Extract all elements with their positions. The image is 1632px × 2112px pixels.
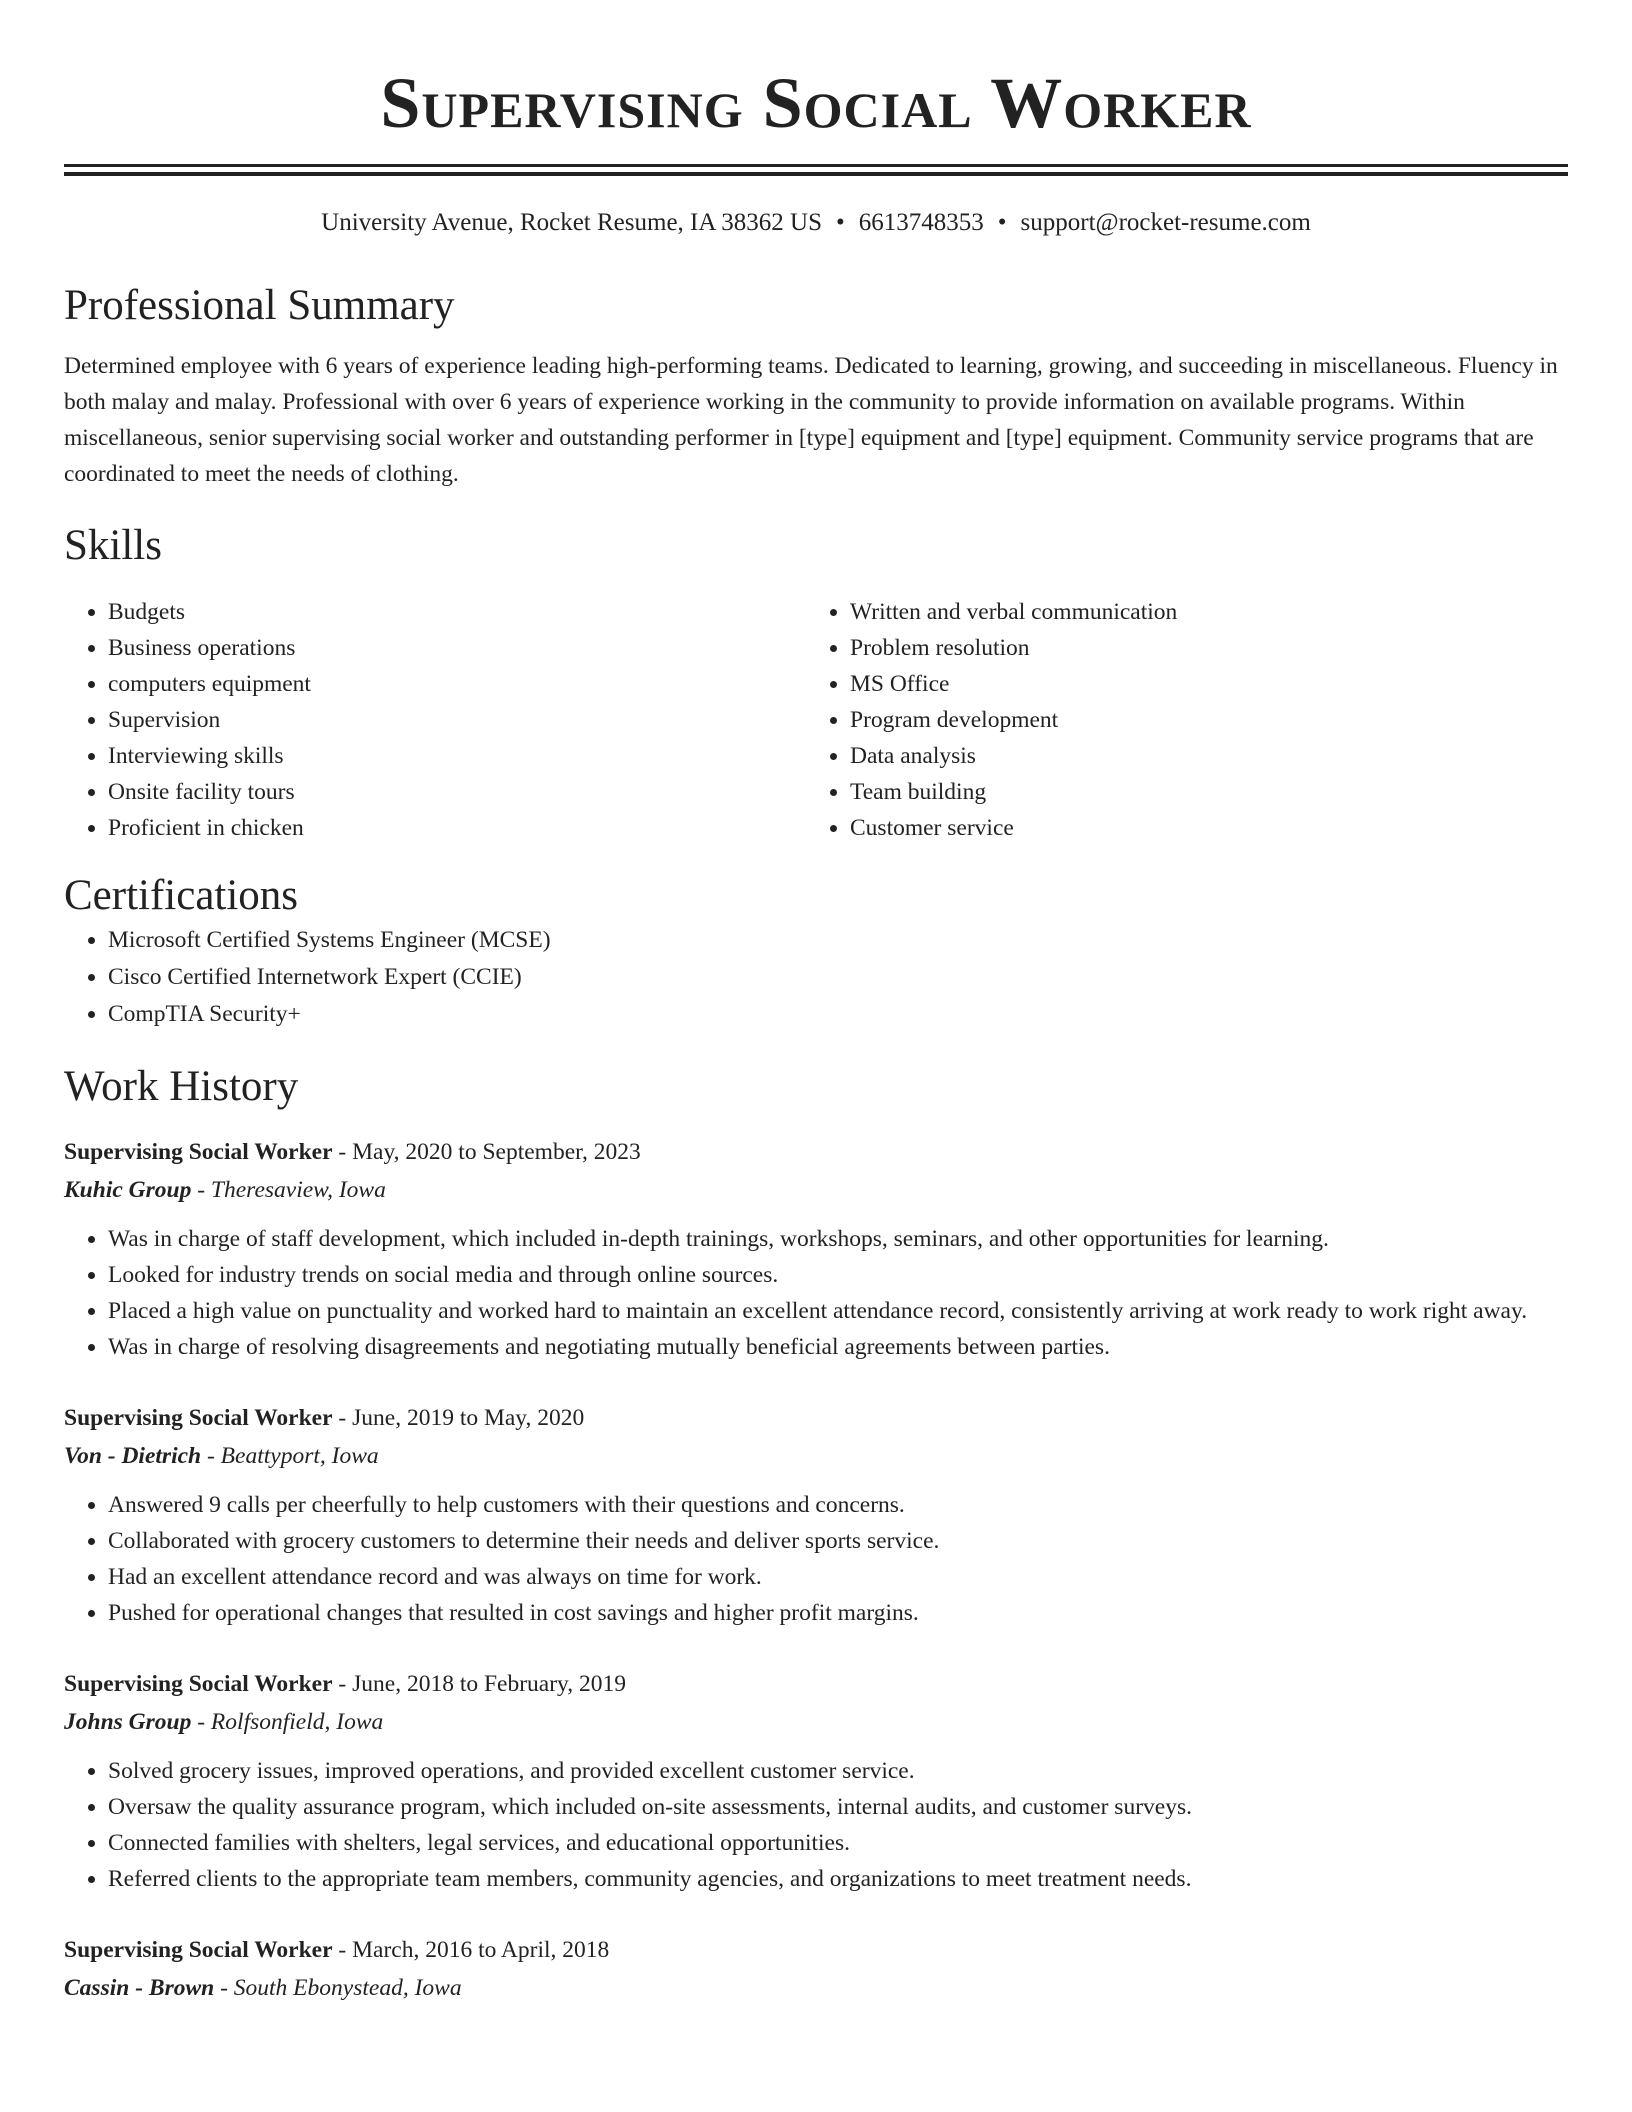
work-history-heading: Work History — [64, 1063, 299, 1110]
job-bullet: • Had an excellent attendance record and was always on time for work. — [108, 1559, 1568, 1595]
job-bullets — [64, 1221, 1568, 1365]
skill-item: • computers equipment — [108, 666, 806, 702]
job-title: Supervising Social Worker — [64, 1405, 333, 1431]
contact-separator: • — [997, 209, 1007, 236]
job-location: - Beattyport, Iowa — [201, 1443, 379, 1469]
contact-separator: • — [836, 209, 845, 236]
job-bullet: • Placed a high value on punctuality and worked hard to maintain an excellent attendance record, consistently arriving at work ready to work right away. — [108, 1293, 1568, 1329]
job-entry — [64, 1665, 1568, 1897]
skill-item: • Proficient in chicken — [108, 810, 806, 846]
job-location: - South Ebonystead, Iowa — [214, 1975, 462, 2001]
job-company-line — [64, 1969, 1568, 2007]
skills-list-left — [64, 594, 806, 846]
job-company-line — [64, 1703, 1568, 1741]
job-dates: - May, 2020 to September, 2023 — [332, 1139, 641, 1165]
job-bullet: • Solved grocery issues, improved operations, and provided excellent customer service. — [108, 1753, 1568, 1789]
skill-item: • Program development — [850, 702, 1548, 738]
skill-item: • Problem resolution — [850, 630, 1548, 666]
resume-name: Supervising Social Worker — [380, 63, 1252, 143]
job-bullet: • Connected families with shelters, legal services, and educational opportunities. — [108, 1825, 1568, 1861]
contact-line — [64, 208, 1568, 238]
job-dates: - March, 2016 to April, 2018 — [332, 1937, 610, 1963]
job-entry — [64, 1931, 1568, 2007]
skill-item: • MS Office — [850, 666, 1548, 702]
contact-phone: 6613748353 — [858, 209, 984, 236]
contact-address: University Avenue, Rocket Resume, IA 38362 US — [321, 209, 823, 236]
job-company-line — [64, 1171, 1568, 1209]
skill-item: • Supervision — [108, 702, 806, 738]
skill-item: • Interviewing skills — [108, 738, 806, 774]
job-title-line — [64, 1133, 1568, 1171]
job-company: Johns Group — [64, 1709, 192, 1735]
summary-text: Determined employee with 6 years of experience leading high-performing teams. Dedicated to learning, growing, and succeeding in miscellaneous. Fluency in both malay and malay. Professional with over 6 years of experience working in the community to provide information on available programs. Within miscellaneous, senior supervising social worker and outstanding performer in [type] equipment and [type] equipment. Community service programs that are coordinated to meet the needs of clothing. — [64, 353, 1558, 487]
job-title-line — [64, 1399, 1568, 1437]
job-bullet: • Answered 9 calls per cheerfully to help customers with their questions and concerns. — [108, 1487, 1568, 1523]
contact-email: support@rocket-resume.com — [1020, 209, 1311, 236]
job-title-line — [64, 1931, 1568, 1969]
skill-item: • Onsite facility tours — [108, 774, 806, 810]
job-company-line — [64, 1437, 1568, 1475]
skill-item: • Customer service — [850, 810, 1548, 846]
skill-item: • Business operations — [108, 630, 806, 666]
job-bullets — [64, 1753, 1568, 1897]
skill-item: • Data analysis — [850, 738, 1548, 774]
job-title: Supervising Social Worker — [64, 1139, 333, 1165]
job-entry — [64, 1133, 1568, 1365]
summary-heading: Professional Summary — [64, 282, 455, 329]
job-company: Cassin - Brown — [64, 1975, 215, 2001]
job-title: Supervising Social Worker — [64, 1937, 333, 1963]
skills-list-right — [806, 594, 1548, 846]
job-location: - Rolfsonfield, Iowa — [191, 1709, 384, 1735]
job-dates: - June, 2018 to February, 2019 — [332, 1671, 627, 1697]
skills-columns — [64, 594, 1568, 846]
job-bullet: • Collaborated with grocery customers to determine their needs and deliver sports service. — [108, 1523, 1568, 1559]
job-bullet: • Looked for industry trends on social media and through online sources. — [108, 1257, 1568, 1293]
certification-item: • CompTIA Security+ — [108, 996, 1568, 1033]
skill-item: • Team building — [850, 774, 1548, 810]
job-bullet: • Oversaw the quality assurance program, which included on-site assessments, internal audits, and customer surveys. — [108, 1789, 1568, 1825]
certifications-list — [64, 922, 1568, 1033]
header-divider — [64, 164, 1568, 176]
job-entry — [64, 1399, 1568, 1631]
certification-item: • Microsoft Certified Systems Engineer (MCSE) — [108, 922, 1568, 959]
resume-page — [64, 0, 1568, 2007]
job-bullet: • Pushed for operational changes that resulted in cost savings and higher profit margins. — [108, 1595, 1568, 1631]
job-title-line — [64, 1665, 1568, 1703]
job-dates: - June, 2019 to May, 2020 — [332, 1405, 585, 1431]
job-title: Supervising Social Worker — [64, 1671, 333, 1697]
job-bullet: • Was in charge of staff development, which included in-depth trainings, workshops, seminars, and other opportunities for learning. — [108, 1221, 1568, 1257]
certifications-heading: Certifications — [64, 872, 299, 919]
skills-heading: Skills — [64, 522, 162, 569]
job-location: - Theresaview, Iowa — [191, 1177, 386, 1203]
job-bullet: • Referred clients to the appropriate team members, community agencies, and organizations to meet treatment needs. — [108, 1861, 1568, 1897]
job-bullets — [64, 1487, 1568, 1631]
job-bullet: • Was in charge of resolving disagreements and negotiating mutually beneficial agreements between parties. — [108, 1329, 1568, 1365]
job-company: Kuhic Group — [64, 1177, 192, 1203]
skill-item: • Written and verbal communication — [850, 594, 1548, 630]
certification-item: • Cisco Certified Internetwork Expert (CCIE) — [108, 959, 1568, 996]
skill-item: • Budgets — [108, 594, 806, 630]
job-company: Von - Dietrich — [64, 1443, 202, 1469]
